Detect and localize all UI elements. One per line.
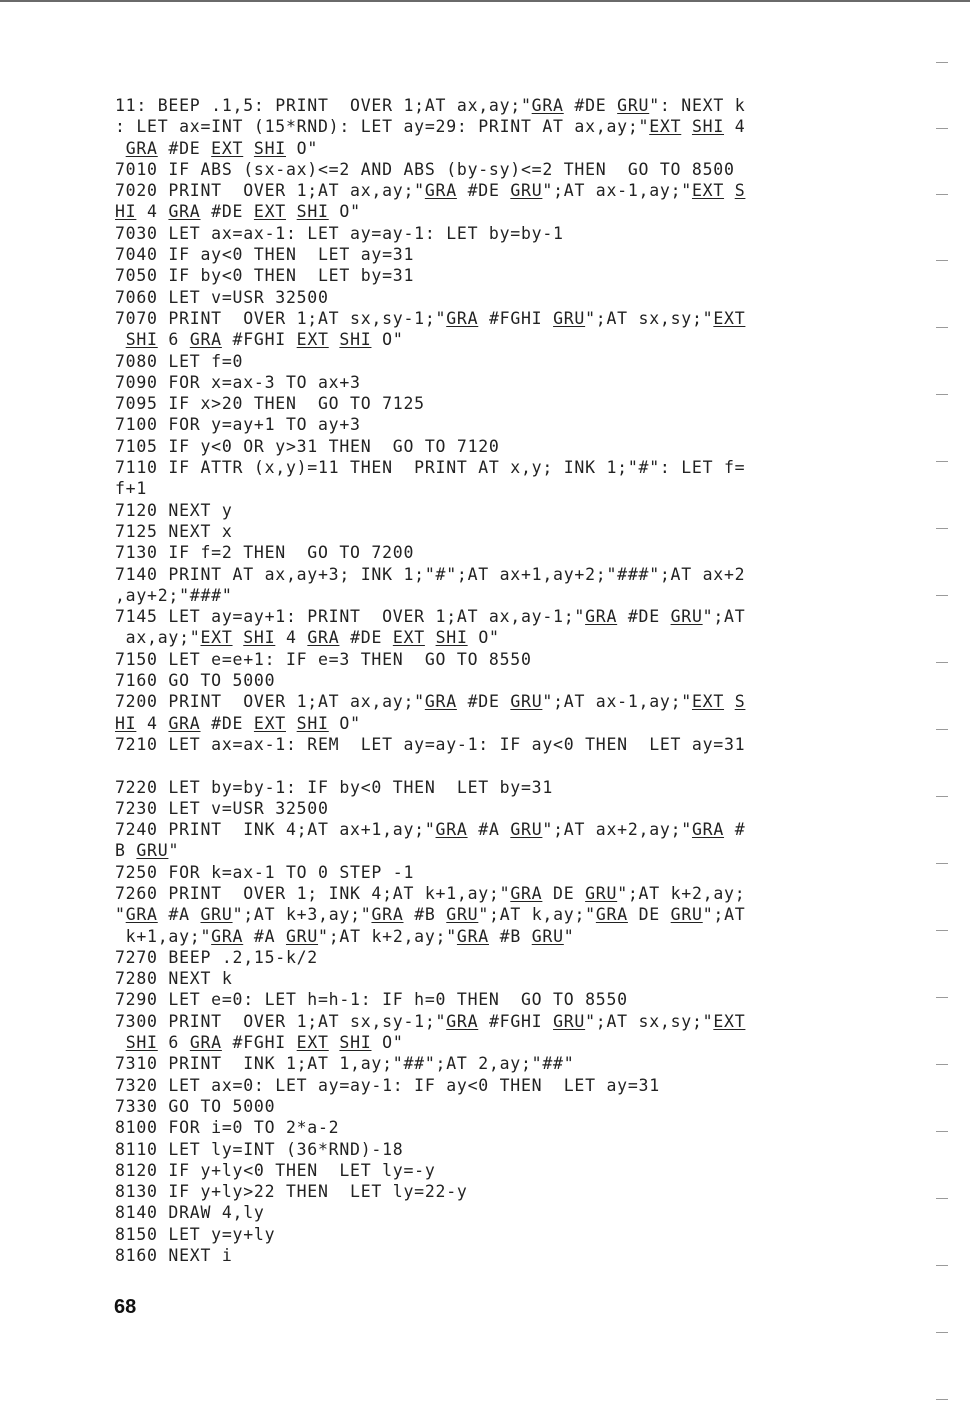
code-line: 7160 GO TO 5000: [115, 671, 276, 691]
margin-tick: [936, 1131, 948, 1132]
code-line: [115, 755, 875, 776]
code-line: 8160 NEXT i: [115, 1246, 233, 1266]
underlined-keyword: GRA: [189, 1033, 222, 1053]
margin-tick: [936, 595, 948, 596]
underlined-keyword: GRU: [510, 181, 543, 201]
code-line: 7280 NEXT k: [115, 969, 233, 989]
underlined-keyword: GRU: [670, 607, 703, 627]
code-line: 7010 IF ABS (sx-ax)<=2 AND ABS (by-sy)<=2 THEN GO TO 8500: [115, 159, 735, 179]
underlined-keyword: GRA: [446, 308, 479, 328]
code-line: HI 4 GRA #DE EXT SHI O": [115, 202, 361, 222]
code-line: 7090 FOR x=ax-3 TO ax+3: [115, 372, 361, 392]
underlined-keyword: GRA: [125, 138, 158, 158]
underlined-keyword: GRU: [553, 1011, 586, 1031]
code-line: 7290 LET e=0: LET h=h-1: IF h=0 THEN GO TO 8550: [115, 990, 628, 1010]
code-line: 7120 NEXT y: [115, 500, 233, 520]
code-line: 7270 BEEP .2,15-k/2: [115, 947, 318, 967]
margin-tick-marks: [936, 0, 950, 1421]
underlined-keyword: SHI: [435, 628, 468, 648]
underlined-keyword: SHI: [253, 138, 286, 158]
margin-tick: [936, 394, 948, 395]
underlined-keyword: GRU: [285, 926, 319, 946]
underlined-keyword: GRA: [307, 628, 340, 648]
underlined-keyword: GRA: [595, 905, 628, 925]
underlined-keyword: EXT: [713, 308, 746, 328]
margin-tick: [936, 863, 948, 864]
underlined-keyword: EXT: [211, 138, 244, 158]
underlined-keyword: GRU: [617, 96, 650, 115]
margin-tick: [936, 997, 948, 998]
margin-tick: [936, 930, 948, 931]
margin-tick: [936, 1198, 948, 1199]
underlined-keyword: GRA: [189, 330, 222, 350]
code-line: GRA #DE EXT SHI O": [125, 138, 319, 158]
code-line: 7310 PRINT INK 1;AT 1,ay;"##";AT 2,ay;"##": [115, 1054, 575, 1074]
underlined-keyword: GRU: [200, 905, 233, 925]
underlined-keyword: GRA: [424, 692, 457, 712]
underlined-keyword: SHI: [243, 628, 276, 648]
margin-tick: [936, 461, 948, 462]
underlined-keyword: GRA: [168, 202, 201, 222]
underlined-keyword: GRA: [456, 926, 489, 946]
margin-tick: [936, 528, 948, 529]
underlined-keyword: EXT: [253, 713, 286, 733]
code-line: : LET ax=INT (15*RND): LET ay=29: PRINT AT ax,ay;"EXT SHI 4: [115, 117, 746, 137]
margin-tick: [936, 62, 948, 63]
code-line: 7080 LET f=0: [115, 351, 244, 371]
code-line: "GRA #A GRU";AT k+3,ay;"GRA #B GRU";AT k,ay;"GRA DE GRU";AT: [115, 905, 746, 925]
margin-tick: [936, 1332, 948, 1333]
underlined-keyword: EXT: [691, 181, 725, 201]
margin-tick: [936, 1399, 948, 1400]
underlined-keyword: EXT: [649, 117, 682, 137]
margin-tick: [936, 1064, 948, 1065]
underlined-keyword: SHI: [125, 330, 158, 350]
margin-tick: [936, 327, 948, 328]
code-line: 8140 DRAW 4,ly: [115, 1203, 265, 1223]
underlined-keyword: GRA: [510, 883, 543, 903]
underlined-keyword: SHI: [125, 1033, 158, 1053]
code-line: SHI 6 GRA #FGHI EXT SHI O": [125, 1033, 404, 1053]
underlined-keyword: EXT: [296, 1033, 329, 1053]
code-line: 7040 IF ay<0 THEN LET ay=31: [115, 245, 415, 265]
code-line: SHI 6 GRA #FGHI EXT SHI O": [125, 330, 404, 350]
code-line: 8130 IF y+ly>22 THEN LET ly=22-y: [115, 1182, 468, 1202]
code-line: ax,ay;"EXT SHI 4 GRA #DE EXT SHI O": [115, 628, 500, 648]
underlined-keyword: GRA: [168, 713, 201, 733]
underlined-keyword: GRU: [531, 926, 564, 946]
underlined-keyword: GRU: [670, 905, 703, 925]
code-line: 7020 PRINT OVER 1;AT ax,ay;"GRA #DE GRU";AT ax-1,ay;"EXT S: [115, 181, 746, 201]
underlined-keyword: GRU: [510, 820, 543, 840]
underlined-keyword: SHI: [296, 713, 329, 733]
code-line: 7240 PRINT INK 4;AT ax+1,ay;"GRA #A GRU";AT ax+2,ay;"GRA #: [115, 820, 746, 840]
underlined-keyword: GRU: [585, 883, 618, 903]
code-line: B GRU": [115, 841, 180, 861]
code-line: 7030 LET ax=ax-1: LET ay=ay-1: LET by=by-1: [115, 223, 564, 243]
underlined-keyword: GRA: [125, 905, 158, 925]
code-line: 8120 IF y+ly<0 THEN LET ly=-y: [115, 1160, 436, 1180]
underlined-keyword: GRA: [446, 1011, 479, 1031]
code-line: 8110 LET ly=INT (36*RND)-18: [115, 1139, 404, 1159]
margin-tick: [936, 662, 948, 663]
underlined-keyword: GRA: [691, 820, 725, 840]
underlined-keyword: EXT: [691, 692, 725, 712]
underlined-keyword: SHI: [339, 330, 372, 350]
underlined-keyword: EXT: [392, 628, 425, 648]
code-line: 11: BEEP .1,5: PRINT OVER 1;AT ax,ay;"GRA #DE GRU": NEXT k: [115, 96, 746, 115]
underlined-keyword: GRA: [585, 607, 618, 627]
underlined-keyword: EXT: [713, 1011, 746, 1031]
code-line: 7060 LET v=USR 32500: [115, 287, 329, 307]
underlined-keyword: HI: [115, 202, 137, 222]
code-line: 7200 PRINT OVER 1;AT ax,ay;"GRA #DE GRU";AT ax-1,ay;"EXT S: [115, 692, 746, 712]
code-line: f+1: [115, 479, 148, 499]
margin-tick: [936, 729, 948, 730]
code-line: HI 4 GRA #DE EXT SHI O": [115, 713, 361, 733]
code-line: 7250 FOR k=ax-1 TO 0 STEP -1: [115, 862, 415, 882]
code-line: ,ay+2;"###": [115, 585, 233, 605]
code-line: 7145 LET ay=ay+1: PRINT OVER 1;AT ax,ay-1;"GRA #DE GRU";AT: [115, 607, 746, 627]
underlined-keyword: EXT: [296, 330, 329, 350]
code-line: 7260 PRINT OVER 1; INK 4;AT k+1,ay;"GRA DE GRU";AT k+2,ay;: [115, 883, 746, 903]
underlined-keyword: GRU: [510, 692, 543, 712]
underlined-keyword: GRU: [446, 905, 479, 925]
margin-tick: [936, 128, 948, 129]
code-line: 8150 LET y=y+ly: [115, 1224, 276, 1244]
top-border-rule: [0, 0, 970, 2]
code-line: 7150 LET e=e+1: IF e=3 THEN GO TO 8550: [115, 649, 532, 669]
code-line: 7125 NEXT x: [115, 521, 233, 541]
code-line: 7100 FOR y=ay+1 TO ay+3: [115, 415, 361, 435]
underlined-keyword: GRA: [424, 181, 457, 201]
code-line: 7070 PRINT OVER 1;AT sx,sy-1;"GRA #FGHI GRU";AT sx,sy;"EXT: [115, 308, 746, 328]
underlined-keyword: GRA: [531, 96, 564, 115]
underlined-keyword: SHI: [691, 117, 725, 137]
code-line: 7105 IF y<0 OR y>31 THEN GO TO 7120: [115, 436, 500, 456]
code-line: 7050 IF by<0 THEN LET by=31: [115, 266, 415, 286]
margin-tick: [936, 796, 948, 797]
underlined-keyword: HI: [115, 713, 137, 733]
underlined-keyword: SHI: [339, 1033, 372, 1053]
code-line: 7320 LET ax=0: LET ay=ay-1: IF ay<0 THEN LET ay=31: [115, 1075, 660, 1095]
code-line: 7095 IF x>20 THEN GO TO 7125: [115, 394, 425, 414]
underlined-keyword: S: [734, 181, 746, 201]
code-line: 8100 FOR i=0 TO 2*a-2: [115, 1118, 340, 1138]
code-line: 7300 PRINT OVER 1;AT sx,sy-1;"GRA #FGHI GRU";AT sx,sy;"EXT: [115, 1011, 746, 1031]
underlined-keyword: GRU: [136, 841, 169, 861]
code-line: 7110 IF ATTR (x,y)=11 THEN PRINT AT x,y; INK 1;"#": LET f=: [115, 458, 746, 478]
margin-tick: [936, 194, 948, 195]
code-line: 7140 PRINT AT ax,ay+3; INK 1;"#";AT ax+1,ay+2;"###";AT ax+2: [115, 564, 746, 584]
code-line: 7230 LET v=USR 32500: [115, 798, 329, 818]
code-line: 7330 GO TO 5000: [115, 1096, 276, 1116]
margin-tick: [936, 1265, 948, 1266]
code-line: 7130 IF f=2 THEN GO TO 7200: [115, 543, 415, 563]
underlined-keyword: GRA: [371, 905, 404, 925]
underlined-keyword: GRA: [435, 820, 468, 840]
margin-tick: [936, 260, 948, 261]
underlined-keyword: EXT: [253, 202, 286, 222]
code-line: 7220 LET by=by-1: IF by<0 THEN LET by=31: [115, 777, 554, 797]
underlined-keyword: GRU: [553, 308, 586, 328]
code-line: 7210 LET ax=ax-1: REM LET ay=ay-1: IF ay<0 THEN LET ay=31: [115, 734, 746, 754]
page-number: 68: [114, 1296, 137, 1318]
code-line: k+1,ay;"GRA #A GRU";AT k+2,ay;"GRA #B GRU": [115, 926, 575, 946]
underlined-keyword: EXT: [200, 628, 233, 648]
underlined-keyword: SHI: [296, 202, 329, 222]
basic-program-listing: [115, 95, 875, 1266]
underlined-keyword: GRA: [211, 926, 244, 946]
underlined-keyword: S: [734, 692, 746, 712]
